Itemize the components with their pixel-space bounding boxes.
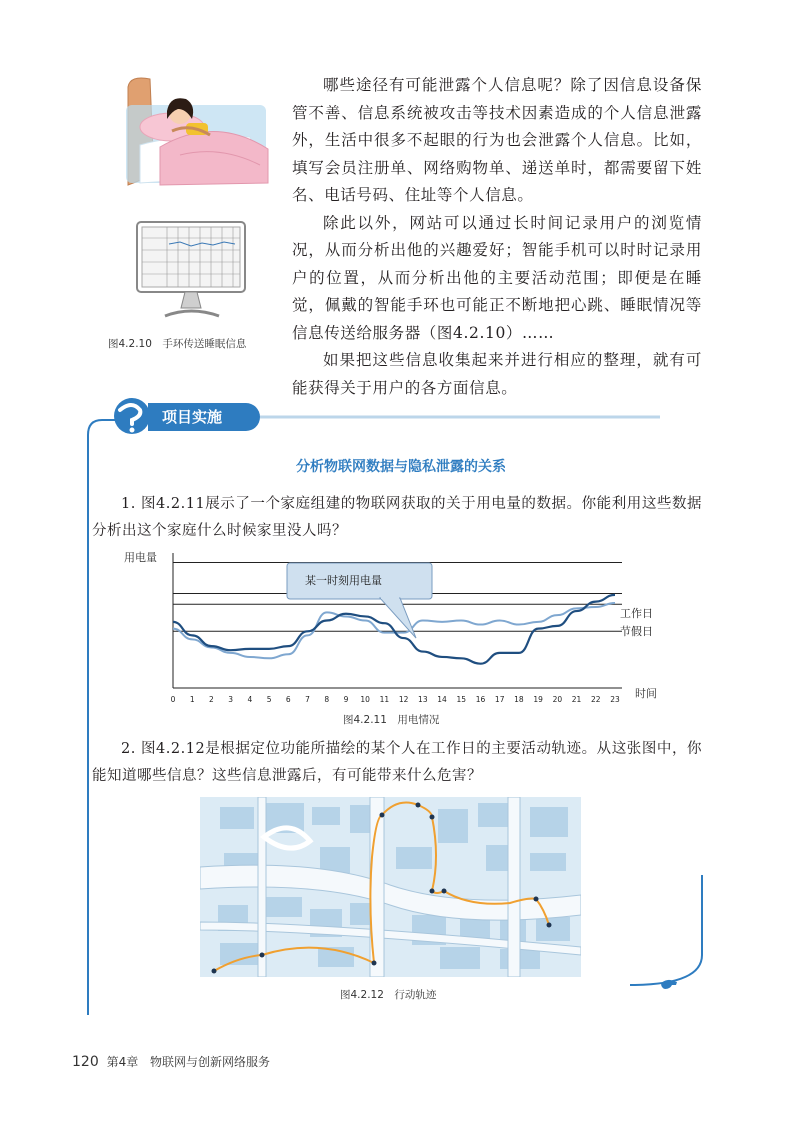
- legend-holiday: 节假日: [620, 625, 653, 638]
- y-axis-label: 用电量: [124, 551, 157, 564]
- paragraph-2: 除此以外，网站可以通过长时间记录用户的浏览情况，从而分析出他的兴趣爱好；智能手机可以时时记录用户的位置，从而分析出他的主要活动范围；即便是在睡觉，佩戴的智能手环也可能正不断地把心跳、睡眠情况等信息传送给服务器（图4.2.10）……: [292, 213, 702, 342]
- x-tick-label: 14: [437, 695, 447, 704]
- hand-pointer-icon: [660, 977, 678, 991]
- paragraph-3: 如果把这些信息收集起来并进行相应的整理，就有可能获得关于用户的各方面信息。: [292, 351, 702, 397]
- x-tick-label: 3: [228, 695, 234, 704]
- chapter-label: 第4章: [106, 1055, 139, 1069]
- x-tick-label: 7: [305, 695, 310, 704]
- callout: [287, 563, 432, 638]
- x-tick-label: 0: [170, 695, 176, 704]
- x-axis-label: 时间: [635, 687, 657, 700]
- x-tick-label: 23: [610, 695, 620, 704]
- x-tick-label: 18: [514, 695, 524, 704]
- page-footer: [72, 1053, 270, 1070]
- project-title: 分析物联网数据与隐私泄露的关系: [296, 459, 506, 475]
- x-tick-label: 20: [552, 695, 563, 704]
- paragraph-1: 哪些途径有可能泄露个人信息呢？除了因信息设备保管不善、信息系统被攻击等技术因素造成的个人信息泄露外，生活中很多不起眼的行为也会泄露个人信息。比如，填写会员注册单、网络购物单、递送单时，都需要留下姓名、电话号码、住址等个人信息。: [292, 76, 702, 204]
- x-tick-label: 16: [475, 695, 486, 704]
- figure-4-2-10-caption: 图4.2.10 手环传送睡眠信息: [108, 338, 247, 350]
- x-tick-label: 10: [360, 695, 370, 704]
- track-map: [200, 797, 581, 977]
- figure-4-2-11-caption: 图4.2.11 用电情况: [343, 714, 440, 726]
- legend-workday: 工作日: [620, 607, 653, 620]
- figure-4-2-12-caption: 图4.2.12 行动轨迹: [340, 989, 437, 1001]
- electricity-chart: [100, 545, 680, 705]
- task-1: 1. 图4.2.11展示了一个家庭组建的物联网获取的关于用电量的数据。你能利用这些数据分析出这个家庭什么时候家里没人吗？: [92, 496, 702, 539]
- chapter-title: 物联网与创新网络服务: [150, 1055, 271, 1069]
- x-tick-label: 15: [456, 695, 467, 704]
- x-tick-label: 1: [189, 695, 195, 704]
- page-number: 120: [72, 1054, 99, 1070]
- x-tick-label: 6: [285, 695, 291, 704]
- x-tick-label: 2: [209, 695, 214, 704]
- x-tick-label: 5: [266, 695, 272, 704]
- x-tick-label: 13: [418, 695, 428, 704]
- x-tick-label: 8: [324, 695, 330, 704]
- body-text: [292, 72, 702, 402]
- x-tick-label: 17: [494, 695, 505, 704]
- callout-label: 某一时刻用电量: [305, 574, 382, 587]
- x-tick-label: 22: [591, 695, 601, 704]
- x-tick-label: 4: [247, 695, 253, 704]
- sleeping-girl-illustration: [120, 75, 270, 205]
- x-tick-label: 21: [571, 695, 582, 704]
- x-tick-label: 9: [343, 695, 349, 704]
- x-tick-label: 19: [533, 695, 543, 704]
- x-tick-label: 12: [398, 695, 409, 704]
- task-2: 2. 图4.2.12是根据定位功能所描绘的某个人在工作日的主要活动轨迹。从这张图中，你能知道哪些信息？这些信息泄露后，有可能带来什么危害？: [92, 741, 702, 784]
- monitor-illustration: [135, 220, 250, 320]
- x-tick-label: 11: [379, 695, 390, 704]
- project-badge: 项目实施: [148, 403, 260, 431]
